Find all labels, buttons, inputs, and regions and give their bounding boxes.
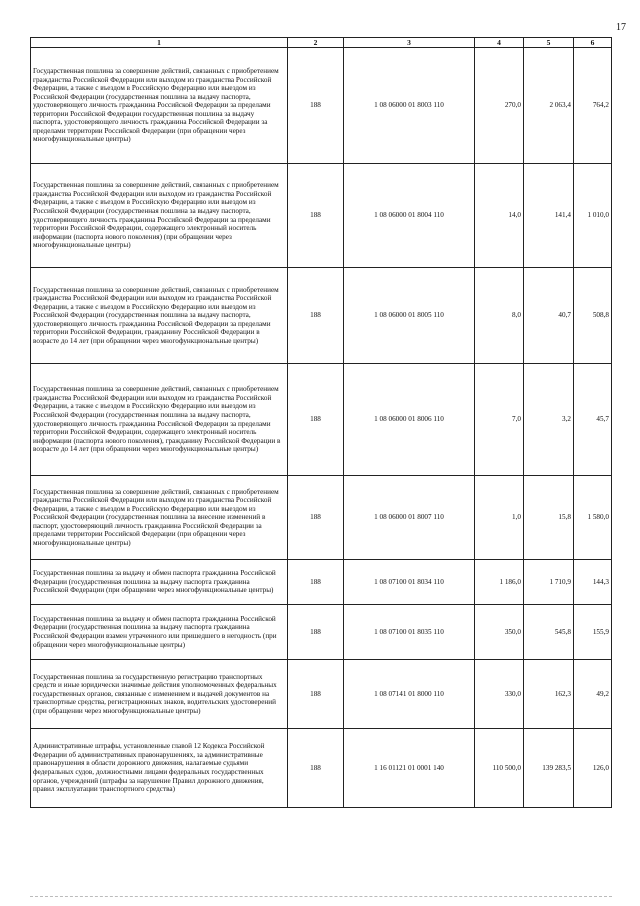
row-admin-code: 188 xyxy=(288,560,344,605)
table-row xyxy=(31,48,612,164)
row-budget-code: 1 08 06000 01 8006 110 xyxy=(344,364,475,476)
row-col5: 1 710,9 xyxy=(524,560,574,605)
row-col5: 162,3 xyxy=(524,660,574,729)
row-col4: 14,0 xyxy=(475,164,524,268)
row-name: Государственная пошлина за выдачу и обмен паспорта гражданина Российской Федерации (государственная пошлина за выдачу паспорта гражданина Российской Федерации (при обращении через многофункциональные центры) xyxy=(31,560,288,605)
row-col4: 8,0 xyxy=(475,268,524,364)
row-col5: 139 283,5 xyxy=(524,729,574,808)
header-col-4: 4 xyxy=(475,38,524,48)
row-col6: 45,7 xyxy=(574,364,612,476)
table-row xyxy=(31,605,612,660)
row-col6: 1 580,0 xyxy=(574,476,612,560)
row-col4: 110 500,0 xyxy=(475,729,524,808)
row-admin-code: 188 xyxy=(288,268,344,364)
row-budget-code: 1 08 06000 01 8004 110 xyxy=(344,164,475,268)
row-admin-code: 188 xyxy=(288,729,344,808)
row-col5: 2 063,4 xyxy=(524,48,574,164)
header-col-2: 2 xyxy=(288,38,344,48)
row-col6: 126,0 xyxy=(574,729,612,808)
table-row xyxy=(31,560,612,605)
revenue-table xyxy=(30,37,612,808)
row-budget-code: 1 08 07141 01 8000 110 xyxy=(344,660,475,729)
row-admin-code: 188 xyxy=(288,660,344,729)
row-col6: 144,3 xyxy=(574,560,612,605)
header-col-6: 6 xyxy=(574,38,612,48)
row-col4: 7,0 xyxy=(475,364,524,476)
row-col4: 1 186,0 xyxy=(475,560,524,605)
scan-bottom-edge xyxy=(30,896,612,897)
row-col4: 1,0 xyxy=(475,476,524,560)
row-col6: 1 010,0 xyxy=(574,164,612,268)
row-admin-code: 188 xyxy=(288,605,344,660)
row-col6: 508,8 xyxy=(574,268,612,364)
row-col5: 15,8 xyxy=(524,476,574,560)
row-name: Государственная пошлина за совершение действий, связанных с приобретением гражданства Российской Федерации или выходом из гражданства Российской Федерации, а также с въездом в Российскую Федерацию или выездом из Российской Федерации (государственная пошлина за выдачу паспорта, удостоверяющего личность гражданина Российской Федерации за пределами территории Российской Федерации, гражданину Российской Федерации в возрасте до 14 лет (при обращении через многофункциональные центры) xyxy=(31,268,288,364)
row-budget-code: 1 08 06000 01 8005 110 xyxy=(344,268,475,364)
row-name: Государственная пошлина за совершение действий, связанных с приобретением гражданства Российской Федерации или выходом из гражданства Российской Федерации, а также с въездом в Российскую Федерацию или выездом из Российской Федерации (государственная пошлина за внесение изменений в паспорт, удостоверяющий личность гражданина Российской Федерации за пределами территории Российской Федерации (при обращении через многофункциональные центры) xyxy=(31,476,288,560)
row-col6: 155,9 xyxy=(574,605,612,660)
row-admin-code: 188 xyxy=(288,164,344,268)
row-col5: 3,2 xyxy=(524,364,574,476)
row-name: Административные штрафы, установленные главой 12 Кодекса Российской Федерации об административных правонарушениях, за административные правонарушения в области дорожного движения, налагаемые судьями федеральных судов, должностными лицами федеральных государственных органов, учреждений (штрафы за нарушение Правил дорожного движения, правил эксплуатации транспортного средства) xyxy=(31,729,288,808)
row-budget-code: 1 08 06000 01 8007 110 xyxy=(344,476,475,560)
row-budget-code: 1 08 07100 01 8035 110 xyxy=(344,605,475,660)
header-col-5: 5 xyxy=(524,38,574,48)
row-name: Государственная пошлина за совершение действий, связанных с приобретением гражданства Российской Федерации или выходом из гражданства Российской Федерации, а также с въездом в Российскую Федерацию или выездом из Российской Федерации (государственная пошлина за выдачу паспорта, удостоверяющего личность гражданина Российской Федерации за пределами территории Российской Федерации, содержащего электронный носитель информации (паспорта нового поколения) (при обращении через многофункциональные центры) xyxy=(31,164,288,268)
table-row xyxy=(31,476,612,560)
table-row xyxy=(31,164,612,268)
row-name: Государственная пошлина за государственную регистрацию транспортных средств и иные юридически значимые действия уполномоченных федеральных государственных органов, связанные с изменением и выдачей документов на транспортные средства, регистрационных знаков, водительских удостоверений (при обращении через многофункциональные центры) xyxy=(31,660,288,729)
header-col-1: 1 xyxy=(31,38,288,48)
row-name: Государственная пошлина за совершение действий, связанных с приобретением гражданства Российской Федерации или выходом из гражданства Российской Федерации, а также с въездом в Российскую Федерацию или выездом из Российской Федерации (государственная пошлина за выдачу паспорта, удостоверяющего личность гражданина Российской Федерации за пределами территории Российской Федерации, содержащего электронный носитель информации (паспорта нового поколения), гражданину Российской Федерации в возрасте до 14 лет (при обращении через многофункциональные центры) xyxy=(31,364,288,476)
table-row xyxy=(31,660,612,729)
row-admin-code: 188 xyxy=(288,476,344,560)
row-budget-code: 1 16 01121 01 0001 140 xyxy=(344,729,475,808)
row-col5: 40,7 xyxy=(524,268,574,364)
table-row xyxy=(31,364,612,476)
row-col6: 764,2 xyxy=(574,48,612,164)
row-budget-code: 1 08 06000 01 8003 110 xyxy=(344,48,475,164)
row-col4: 350,0 xyxy=(475,605,524,660)
row-admin-code: 188 xyxy=(288,364,344,476)
row-name: Государственная пошлина за совершение действий, связанных с приобретением гражданства Российской Федерации или выходом из гражданства Российской Федерации, а также с въездом в Российскую Федерацию или выездом из Российской Федерации (государственная пошлина за выдачу паспорта, удостоверяющего личность гражданина Российской Федерации за пределами территории Российской Федерации государственная пошлина за выдачу паспорта, удостоверяющего личность гражданина Российской Федерации за пределами территории Российской Федерации (при обращении через многофункциональные центры) xyxy=(31,48,288,164)
page-number: 17 xyxy=(616,22,626,33)
row-name: Государственная пошлина за выдачу и обмен паспорта гражданина Российской Федерации (государственная пошлина за выдачу паспорта гражданина Российской Федерации взамен утраченного или пришедшего в негодность (при обращении через многофункциональные центры) xyxy=(31,605,288,660)
row-col5: 545,8 xyxy=(524,605,574,660)
table-row xyxy=(31,268,612,364)
row-admin-code: 188 xyxy=(288,48,344,164)
row-budget-code: 1 08 07100 01 8034 110 xyxy=(344,560,475,605)
row-col6: 49,2 xyxy=(574,660,612,729)
row-col4: 330,0 xyxy=(475,660,524,729)
row-col5: 141,4 xyxy=(524,164,574,268)
header-row xyxy=(31,38,612,48)
header-col-3: 3 xyxy=(344,38,475,48)
row-col4: 270,0 xyxy=(475,48,524,164)
table-row xyxy=(31,729,612,808)
